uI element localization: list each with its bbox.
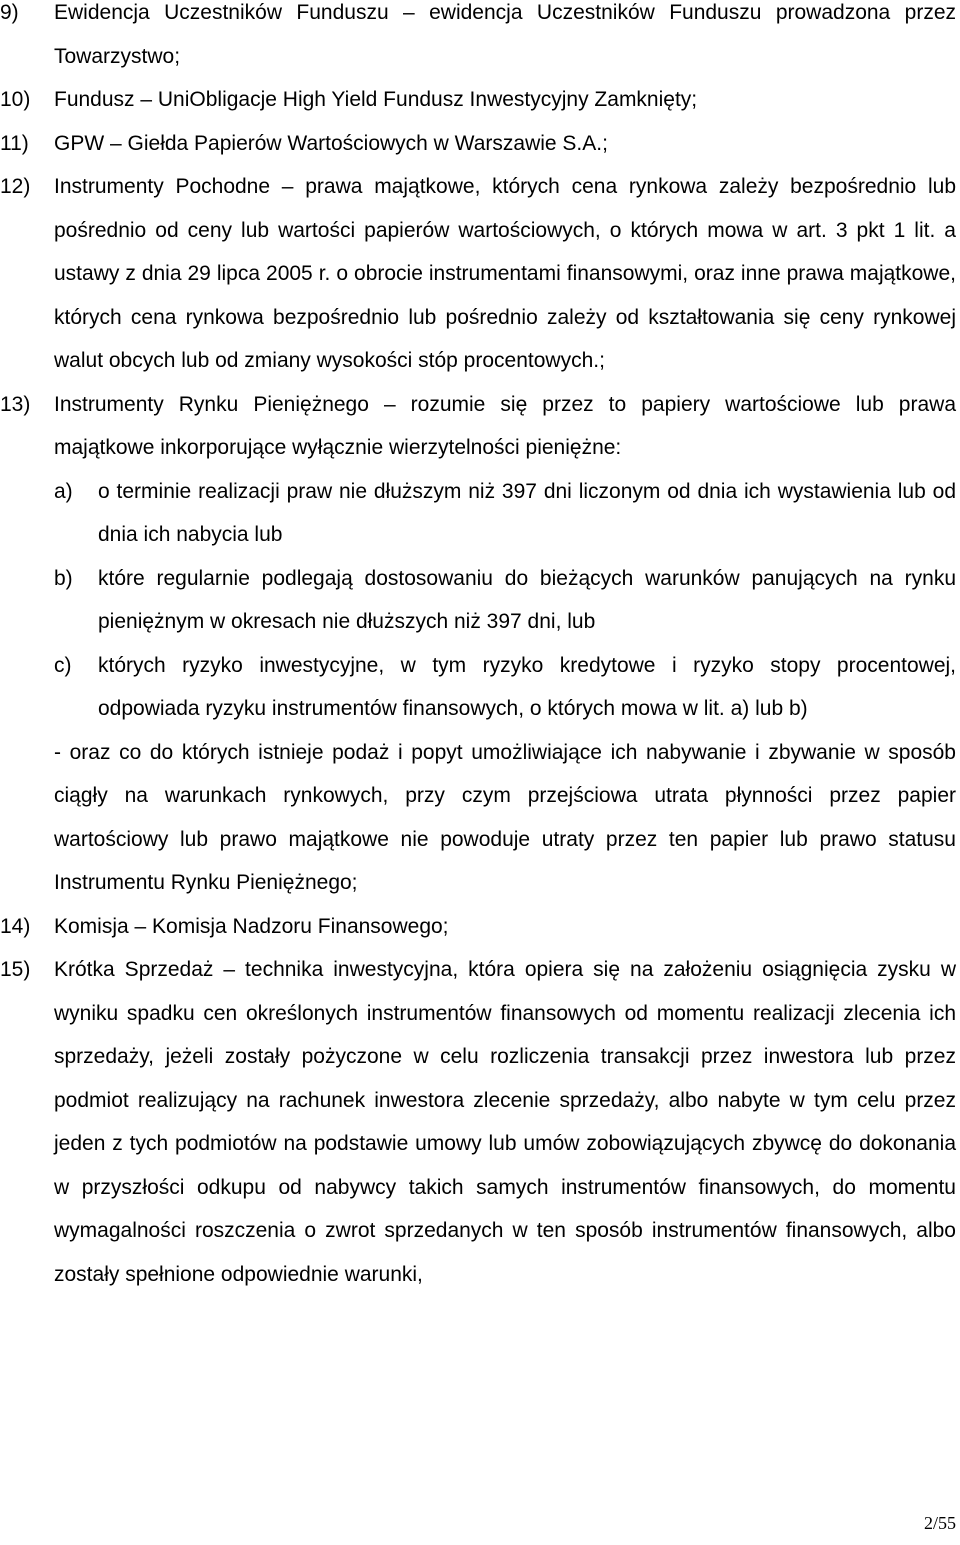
item-number: 9) — [0, 1, 19, 24]
definition-item-12 — [0, 165, 956, 383]
item-number: 15) — [0, 958, 31, 981]
subitem-letter: c) — [54, 653, 72, 677]
item-number: 13) — [0, 392, 31, 416]
item-text: Instrumenty Rynku Pieniężnego – rozumie się przez to papiery wartościowe lub prawa majątkowe inkorporujące wyłącznie wierzytelności pieniężne: — [54, 392, 956, 459]
definition-item-11 — [0, 122, 956, 166]
subitem-letter: a) — [54, 479, 73, 503]
subitem-a — [0, 470, 956, 557]
item-text: Komisja – Komisja Nadzoru Finansowego; — [54, 914, 449, 938]
subitem-b — [0, 557, 956, 644]
page-number: 2/55 — [923, 1513, 956, 1533]
item-text: Ewidencja Uczestników Funduszu – ewidencja Uczestników Funduszu prowadzona przez Towarzystwo; — [54, 1, 956, 68]
subitem-text: które regularnie podlegają dostosowaniu do bieżących warunków panujących na rynku pieniężnym w okresach nie dłuższych niż 397 dni, lub — [98, 566, 956, 633]
item-text: Fundusz – UniObligacje High Yield Fundusz Inwestycyjny Zamknięty; — [54, 88, 698, 111]
subitem-letter: b) — [54, 566, 73, 590]
definition-item-15 — [0, 948, 956, 1296]
item-number: 14) — [0, 914, 31, 938]
item-number: 10) — [0, 88, 31, 111]
item-number: 12) — [0, 175, 31, 198]
subitem-text: o terminie realizacji praw nie dłuższym niż 397 dni liczonym od dnia ich wystawienia lub od dnia ich nabycia lub — [98, 479, 956, 546]
item-number: 11) — [0, 131, 29, 155]
definition-item-13 — [0, 383, 956, 470]
item-text: GPW – Giełda Papierów Wartościowych w Warszawie S.A.; — [54, 131, 608, 155]
item-text: Krótka Sprzedaż – technika inwestycyjna, która opiera się na założeniu osiągnięcia zysku w wyniku spadku cen określonych instrumentów finansowych od momentu realizacji zlecenia ich sprzedaży, jeżeli zostały pożyczone w celu rozliczenia transakcji przez inwestora lub przez podmiot realizujący na rachunek inwestora zlecenie sprzedaży, albo nabyte w tym celu przez jeden z tych podmiotów na podstawie umowy lub umów zobowiązujących zbywcę do dokonania w przyszłości odkupu od nabywcy takich samych instrumentów finansowych, do momentu wymagalności roszczenia o zwrot sprzedanych w ten sposób instrumentów finansowych, albo zostały spełnione odpowiednie warunki, — [54, 958, 956, 1286]
item-text: Instrumenty Pochodne – prawa majątkowe, których cena rynkowa zależy bezpośrednio lub pośrednio od ceny lub wartości papierów wartościowych, o których mowa w art. 3 pkt 1 lit. a ustawy z dnia 29 lipca 2005 r. o obrocie instrumentami finansowymi, oraz inne prawa majątkowe, których cena rynkowa bezpośrednio lub pośrednio zależy od kształtowania się ceny rynkowej walut obcych lub od zmiany wysokości stóp procentowych.; — [54, 175, 956, 372]
subitem-text: których ryzyko inwestycyjne, w tym ryzyko kredytowe i ryzyko stopy procentowej, odpowiada ryzyku instrumentów finansowych, o których mowa w lit. a) lub b) — [98, 653, 956, 720]
definition-item-9 — [0, 0, 956, 78]
continuation-paragraph: - oraz co do których istnieje podaż i popyt umożliwiające ich nabywanie i zbywanie w sposób ciągły na warunkach rynkowych, przy czym przejściowa utrata płynności przez papier wartościowy lub prawo majątkowe nie powoduje utraty przez ten papier lub prawo statusu Instrumentu Rynku Pieniężnego; — [54, 740, 956, 894]
subitem-c — [0, 644, 956, 731]
definition-item-10 — [0, 78, 956, 122]
definition-item-14 — [0, 905, 956, 949]
